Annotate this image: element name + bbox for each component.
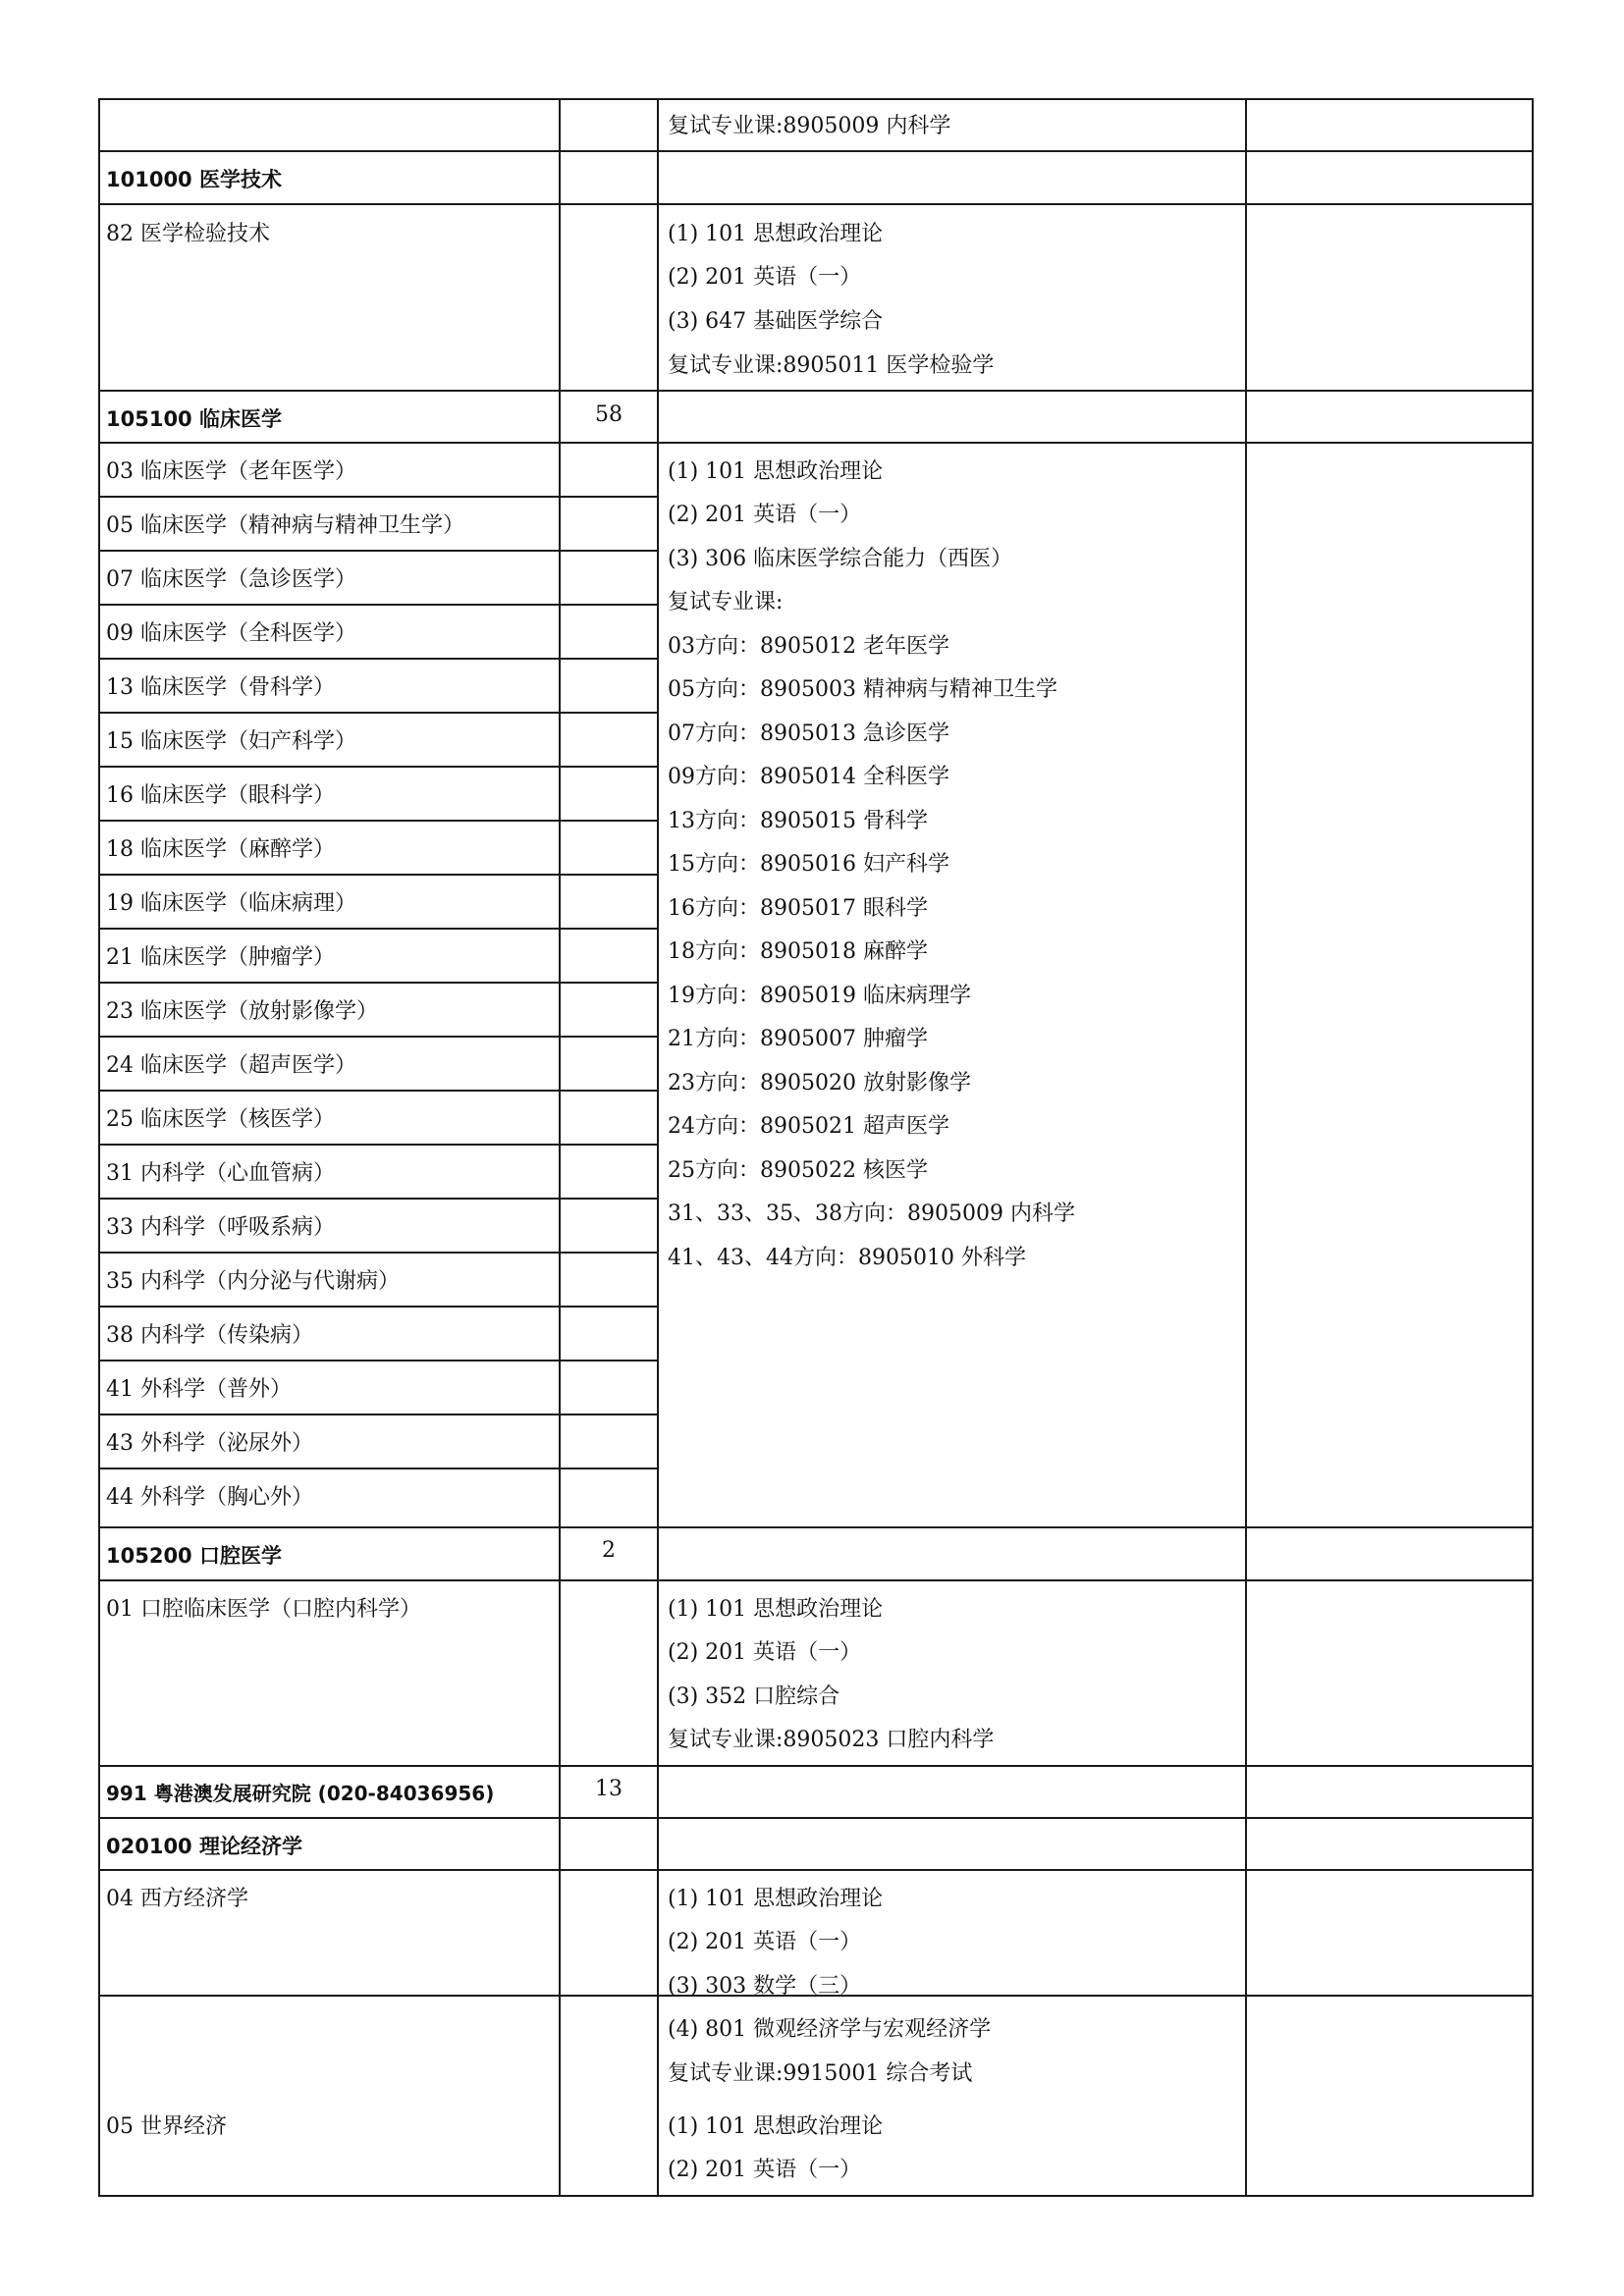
row-line bbox=[98, 1765, 1534, 1767]
col-divider-3 bbox=[1245, 98, 1247, 2197]
direction-item: 05 临床医学（精神病与精神卫生学） bbox=[106, 513, 464, 538]
exam-item: 复试专业课: bbox=[668, 590, 784, 614]
exam-item: (2) 201 英语（一） bbox=[668, 2158, 862, 2182]
direction-item: 05 世界经济 bbox=[106, 2114, 227, 2139]
exam-item: (4) 801 微观经济学与宏观经济学 bbox=[668, 2017, 992, 2042]
row-line bbox=[98, 390, 1534, 392]
sub-row-line bbox=[98, 658, 659, 660]
major-code: 105200 口腔医学 bbox=[106, 1544, 282, 1568]
institute-name: 991 粤港澳发展研究院 (020-84036956) bbox=[106, 1782, 495, 1805]
direction-item: 35 内科学（内分泌与代谢病） bbox=[106, 1269, 400, 1294]
direction-item: 33 内科学（呼吸系病） bbox=[106, 1215, 335, 1240]
row-line bbox=[98, 1869, 1534, 1871]
direction-item: 16 临床医学（眼科学） bbox=[106, 783, 335, 808]
row-line bbox=[98, 203, 1534, 205]
sub-row-line bbox=[98, 712, 659, 714]
table-border-right bbox=[1532, 98, 1534, 2197]
direction-item: 38 内科学（传染病） bbox=[106, 1323, 313, 1348]
exam-item: (1) 101 思想政治理论 bbox=[668, 459, 884, 484]
exam-item: 03方向：8905012 老年医学 bbox=[668, 634, 949, 659]
direction-item: 13 临床医学（骨科学） bbox=[106, 675, 335, 700]
direction-item: 18 临床医学（麻醉学） bbox=[106, 837, 335, 862]
enrollment-count: 13 bbox=[595, 1777, 623, 1801]
direction-item: 03 临床医学（老年医学） bbox=[106, 459, 356, 484]
exam-item: (1) 101 思想政治理论 bbox=[668, 1887, 884, 1911]
sub-row-line bbox=[98, 874, 659, 876]
exam-item: 复试专业课:8905009 内科学 bbox=[668, 114, 951, 138]
exam-item: 15方向：8905016 妇产科学 bbox=[668, 852, 949, 877]
row-line bbox=[98, 442, 1534, 444]
sub-row-line bbox=[98, 766, 659, 768]
sub-row-line bbox=[98, 982, 659, 984]
direction-item: 82 医学检验技术 bbox=[106, 222, 270, 246]
exam-item: 31、33、35、38方向：8905009 内科学 bbox=[668, 1201, 1075, 1226]
exam-item: (3) 352 口腔综合 bbox=[668, 1684, 840, 1709]
exam-item: (1) 101 思想政治理论 bbox=[668, 1597, 884, 1622]
direction-item: 24 临床医学（超声医学） bbox=[106, 1053, 356, 1078]
sub-row-line bbox=[98, 1036, 659, 1038]
exam-item: 21方向：8905007 肿瘤学 bbox=[668, 1027, 928, 1051]
exam-item: 07方向：8905013 急诊医学 bbox=[668, 721, 949, 746]
sub-row-line bbox=[98, 1414, 659, 1415]
row-line bbox=[98, 1579, 1534, 1581]
table-border-left bbox=[98, 98, 100, 2197]
enrollment-count: 58 bbox=[595, 402, 623, 427]
sub-row-line bbox=[98, 1252, 659, 1254]
exam-item: 05方向：8905003 精神病与精神卫生学 bbox=[668, 677, 1057, 702]
direction-item: 01 口腔临床医学（口腔内科学） bbox=[106, 1597, 421, 1622]
exam-item: 09方向：8905014 全科医学 bbox=[668, 765, 949, 789]
direction-item: 25 临床医学（核医学） bbox=[106, 1107, 335, 1132]
enrollment-count: 2 bbox=[602, 1538, 616, 1563]
direction-item: 19 临床医学（临床病理） bbox=[106, 891, 356, 916]
direction-item: 41 外科学（普外） bbox=[106, 1377, 292, 1402]
exam-item: 24方向：8905021 超声医学 bbox=[668, 1114, 949, 1139]
sub-row-line bbox=[98, 1090, 659, 1092]
exam-item: 复试专业课:8905023 口腔内科学 bbox=[668, 1728, 995, 1752]
exam-item: 41、43、44方向：8905010 外科学 bbox=[668, 1246, 1026, 1270]
sub-row-line bbox=[98, 820, 659, 822]
exam-item: 19方向：8905019 临床病理学 bbox=[668, 984, 971, 1008]
direction-item: 31 内科学（心血管病） bbox=[106, 1161, 335, 1186]
exam-item: (2) 201 英语（一） bbox=[668, 1640, 862, 1665]
sub-row-line bbox=[98, 496, 659, 498]
exam-item: 16方向：8905017 眼科学 bbox=[668, 896, 928, 921]
direction-item: 04 西方经济学 bbox=[106, 1887, 248, 1911]
exam-item: (2) 201 英语（一） bbox=[668, 1930, 862, 1954]
exam-item: 复试专业课:8905011 医学检验学 bbox=[668, 353, 995, 378]
major-code: 105100 临床医学 bbox=[106, 407, 282, 431]
direction-item: 43 外科学（泌尿外） bbox=[106, 1431, 313, 1456]
row-line bbox=[98, 150, 1534, 152]
row-line bbox=[98, 2195, 1534, 2197]
sub-row-line bbox=[98, 1360, 659, 1362]
sub-row-line bbox=[98, 1306, 659, 1308]
exam-item: (1) 101 思想政治理论 bbox=[668, 2114, 884, 2139]
sub-row-line bbox=[98, 1198, 659, 1200]
row-line bbox=[98, 98, 1534, 100]
exam-item: (2) 201 英语（一） bbox=[668, 265, 862, 290]
exam-item: 23方向：8905020 放射影像学 bbox=[668, 1071, 971, 1095]
sub-row-line bbox=[98, 550, 659, 552]
exam-item: (1) 101 思想政治理论 bbox=[668, 222, 884, 246]
sub-row-line bbox=[98, 928, 659, 930]
direction-item: 15 临床医学（妇产科学） bbox=[106, 729, 356, 754]
direction-item: 23 临床医学（放射影像学） bbox=[106, 999, 378, 1024]
row-line bbox=[98, 1817, 1534, 1819]
exam-item: (3) 647 基础医学综合 bbox=[668, 309, 884, 334]
exam-item: (3) 303 数学（三） bbox=[668, 1974, 862, 1999]
sub-row-line bbox=[98, 1144, 659, 1146]
exam-item: (2) 201 英语（一） bbox=[668, 503, 862, 527]
exam-item: 复试专业课:9915001 综合考试 bbox=[668, 2061, 973, 2086]
direction-item: 09 临床医学（全科医学） bbox=[106, 621, 356, 646]
direction-item: 21 临床医学（肿瘤学） bbox=[106, 945, 335, 970]
major-code: 101000 医学技术 bbox=[106, 168, 282, 191]
sub-row-line bbox=[98, 1468, 659, 1469]
row-line bbox=[98, 1526, 1534, 1528]
direction-item: 44 外科学（胸心外） bbox=[106, 1485, 313, 1510]
admissions-table bbox=[98, 98, 1542, 2209]
direction-item: 07 临床医学（急诊医学） bbox=[106, 567, 356, 592]
exam-item: 13方向：8905015 骨科学 bbox=[668, 809, 928, 833]
exam-item: (3) 306 临床医学综合能力（西医） bbox=[668, 547, 1013, 571]
exam-item: 18方向：8905018 麻醉学 bbox=[668, 939, 928, 964]
major-code: 020100 理论经济学 bbox=[106, 1835, 302, 1858]
exam-item: 25方向：8905022 核医学 bbox=[668, 1158, 928, 1183]
sub-row-line bbox=[98, 604, 659, 606]
